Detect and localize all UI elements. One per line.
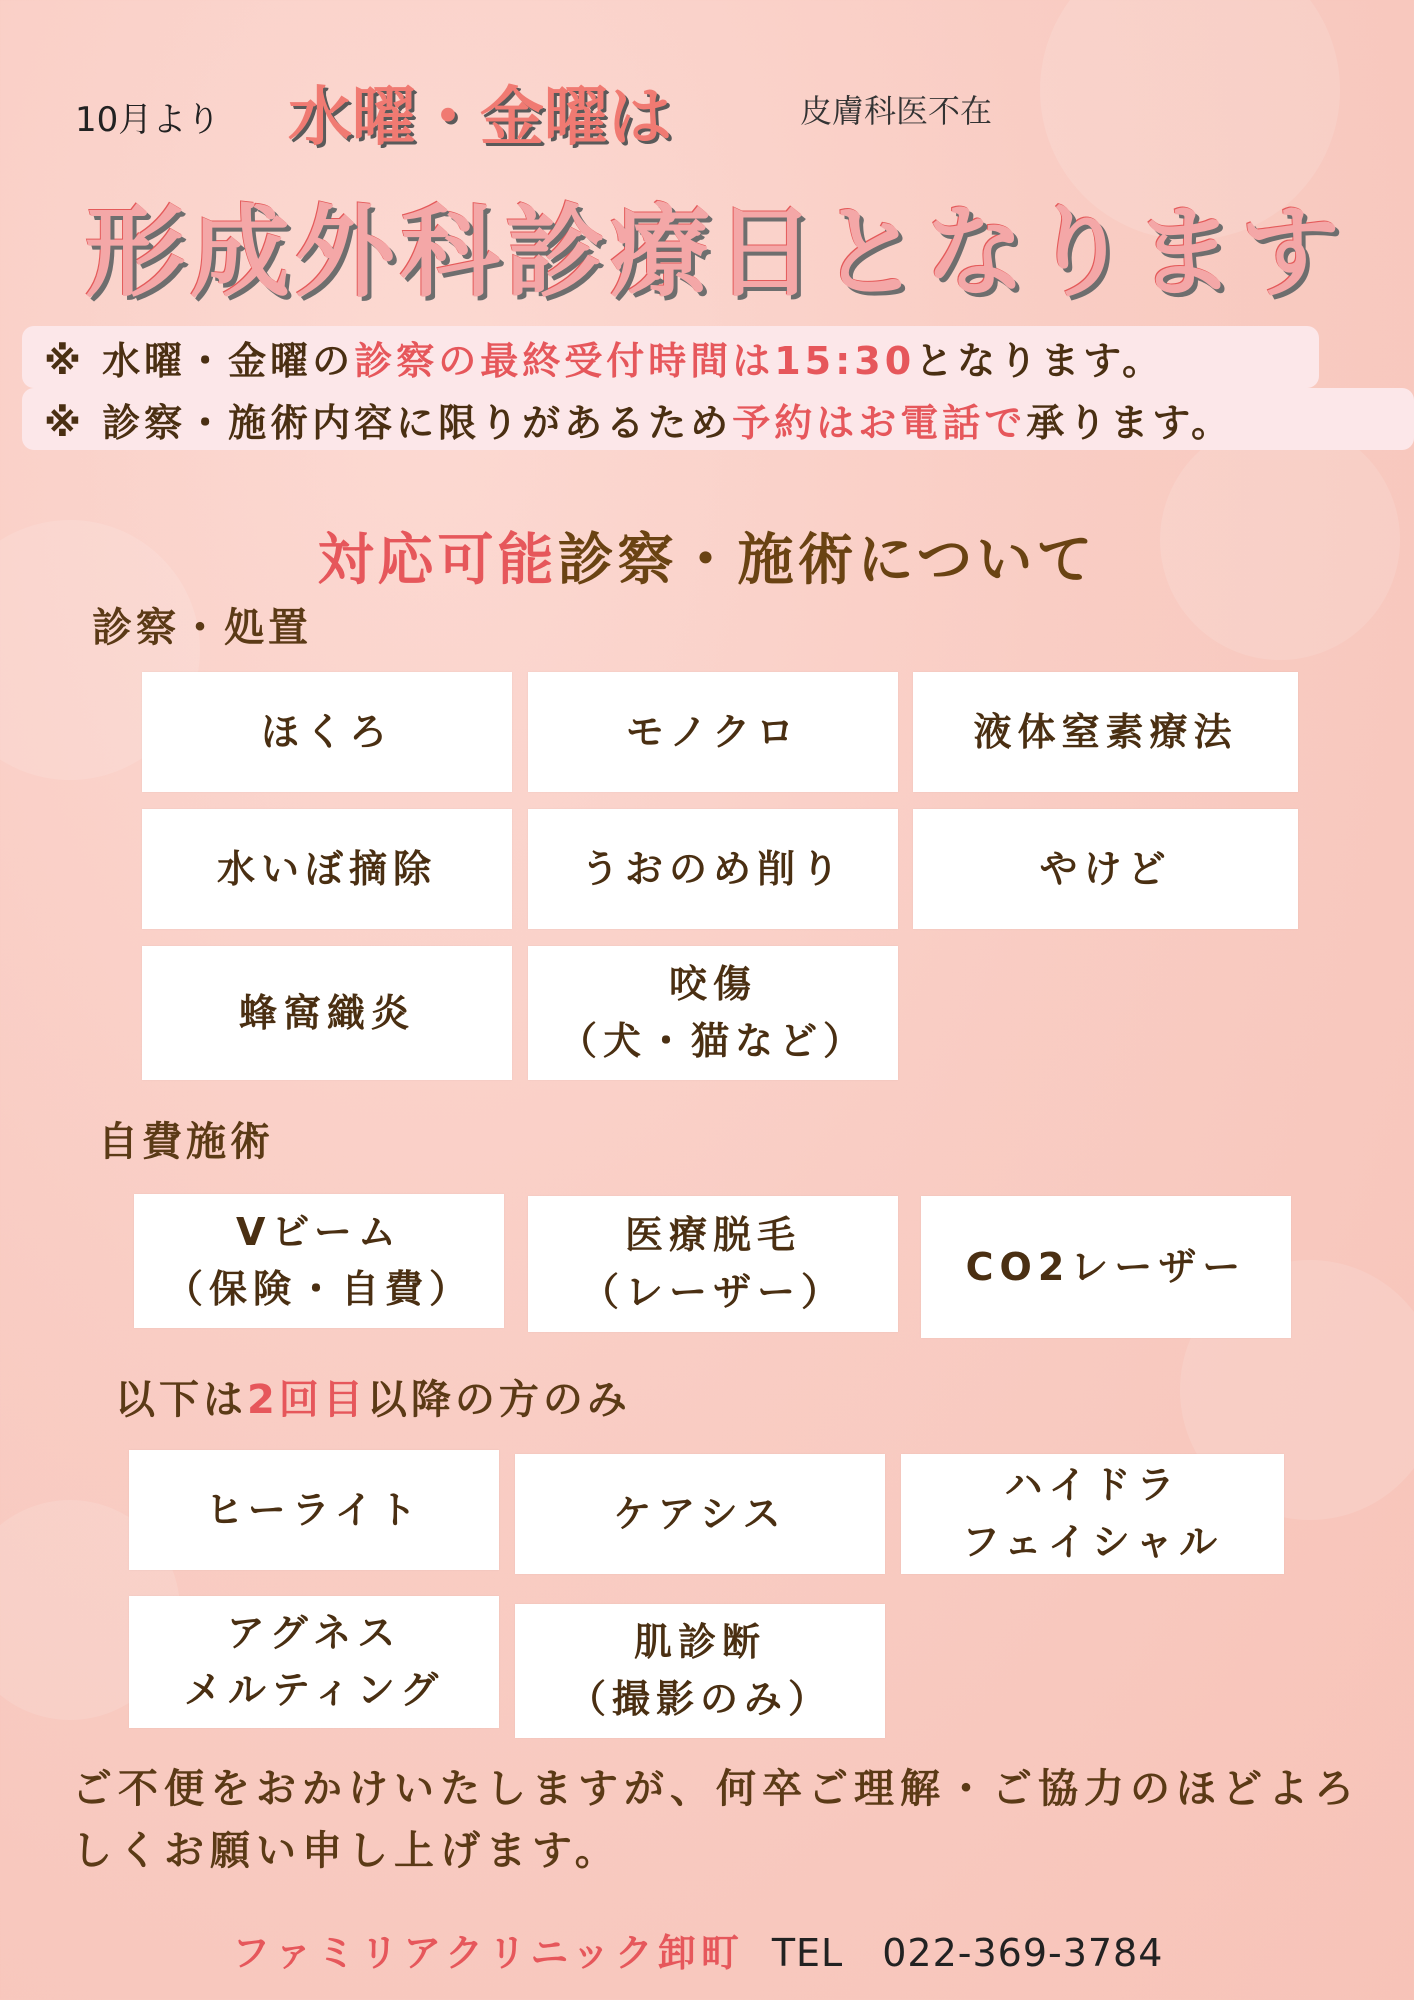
intro-text: 10月より [75,100,221,140]
label-text: 以降の方のみ [366,1377,631,1423]
exam-card [142,809,512,929]
section-title-text: 診察・施術について [557,528,1097,593]
card-line: 医療脱毛 [624,1213,801,1257]
exam-card [528,672,898,792]
card-line: Vビーム [236,1210,402,1254]
section-title-highlight: 対応可能 [317,528,558,593]
returning-card [515,1454,885,1574]
returning-card [129,1596,499,1728]
notice-text: 承ります。 [1026,400,1234,445]
returning-label [115,1368,631,1425]
label-highlight: 2回目 [247,1377,367,1423]
clinic-name: ファミリアクリニック卸町 [232,1931,744,1975]
notice-text: ※ 水曜・金曜の [44,338,355,383]
card-line: CO2レーザー [965,1244,1247,1289]
returning-card [901,1454,1284,1574]
card-line: ほくろ [260,709,393,754]
notice-text: ※ 診察・施術内容に限りがあるため [44,400,733,445]
notice-reception-time [22,326,1319,388]
exam-card [913,672,1298,792]
returning-card [515,1604,885,1738]
section-title [0,516,1414,596]
self-pay-card [921,1196,1291,1338]
card-line: （保険・自費） [164,1267,473,1311]
card-line: ハイドラ [1004,1463,1181,1507]
card-line: アグネス [226,1611,402,1655]
self-pay-label: 自費施術 [98,1119,274,1165]
notice-highlight: 診察の最終受付時間は15:30 [354,338,916,383]
phone-number: TEL 022-369-3784 [771,1931,1164,1975]
notice-reservation [22,388,1414,450]
card-line: うおのめ削り [580,846,845,891]
exam-label: 診察・処置 [92,605,312,651]
exam-card [528,809,898,929]
absent-note: 皮膚科医不在 [800,92,993,130]
card-line: やけど [1039,846,1172,891]
exam-card [913,809,1298,929]
self-pay-card [528,1196,898,1332]
card-line: メルティング [183,1668,445,1712]
days-heading: 水曜・金曜は [288,81,672,155]
page-title: 形成外科診療日となります [85,194,1345,311]
exam-card [142,672,512,792]
footer [232,1922,1163,1977]
notice-highlight: 予約はお電話で [732,400,1027,445]
card-line: 咬傷 [668,962,757,1006]
exam-card [528,946,898,1080]
label-text: 以下は [115,1377,247,1423]
card-line: ヒーライト [205,1487,423,1532]
card-line: モノクロ [625,709,801,754]
card-line: （犬・猫など） [558,1019,867,1063]
card-line: 水いぼ摘除 [216,846,437,891]
exam-card [142,946,512,1080]
card-line: （撮影のみ） [567,1677,832,1721]
card-line: 肌診断 [633,1620,766,1664]
card-line: ケアシス [613,1491,787,1536]
self-pay-card [134,1194,504,1328]
card-line: 液体窒素療法 [973,709,1238,754]
card-line: （レーザー） [580,1270,845,1314]
returning-card [129,1450,499,1570]
card-line: フェイシャル [961,1520,1224,1564]
card-line: 蜂窩織炎 [238,990,415,1035]
closing-message: ご不便をおかけいたしますが、何卒ご理解・ご協力のほどよろしくお願い申し上げます。 [72,1766,1360,1874]
notice-text: となります。 [915,338,1165,383]
